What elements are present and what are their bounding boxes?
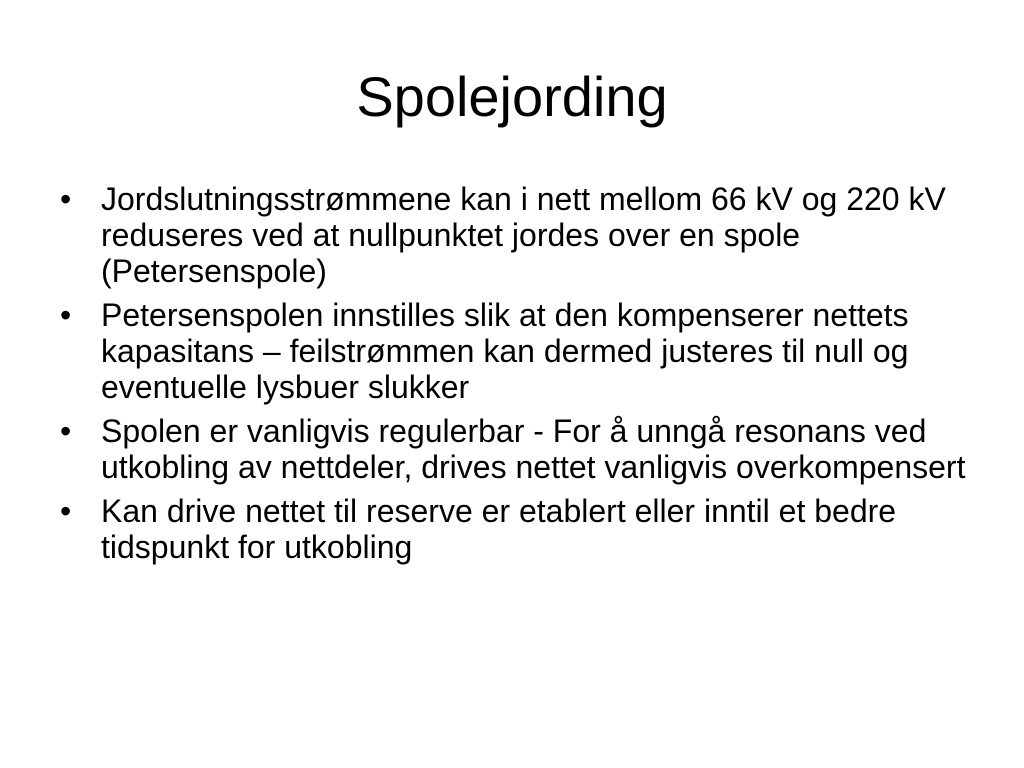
bullet-item [56, 181, 976, 289]
bullet-text: Spolen er vanligvis regulerbar - For å unngå resonans ved utkobling av nettdeler, drives nettet vanligvis overkompensert [101, 413, 966, 485]
slide-title: Spolejording [356, 65, 668, 128]
bullet-text: Jordslutningsstrømmene kan i nett mellom 66 kV og 220 kV reduseres ved at nullpunktet jordes over en spole (Petersenspole) [101, 181, 946, 289]
bullet-item [56, 493, 976, 565]
bullet-dot-icon: • [60, 181, 72, 217]
bullet-dot-icon: • [60, 413, 72, 449]
bullet-item [56, 297, 976, 405]
bullet-text: Petersenspolen innstilles slik at den kompenserer nettets kapasitans – feilstrømmen kan dermed justeres til null og eventuelle lysbuer slukker [101, 297, 909, 405]
bullet-item [56, 413, 976, 485]
bullet-dot-icon: • [60, 493, 72, 529]
bullet-text: Kan drive nettet til reserve er etablert eller inntil et bedre tidspunkt for utkobling [101, 493, 897, 565]
bullet-dot-icon: • [60, 297, 72, 333]
bullet-list [56, 181, 976, 573]
